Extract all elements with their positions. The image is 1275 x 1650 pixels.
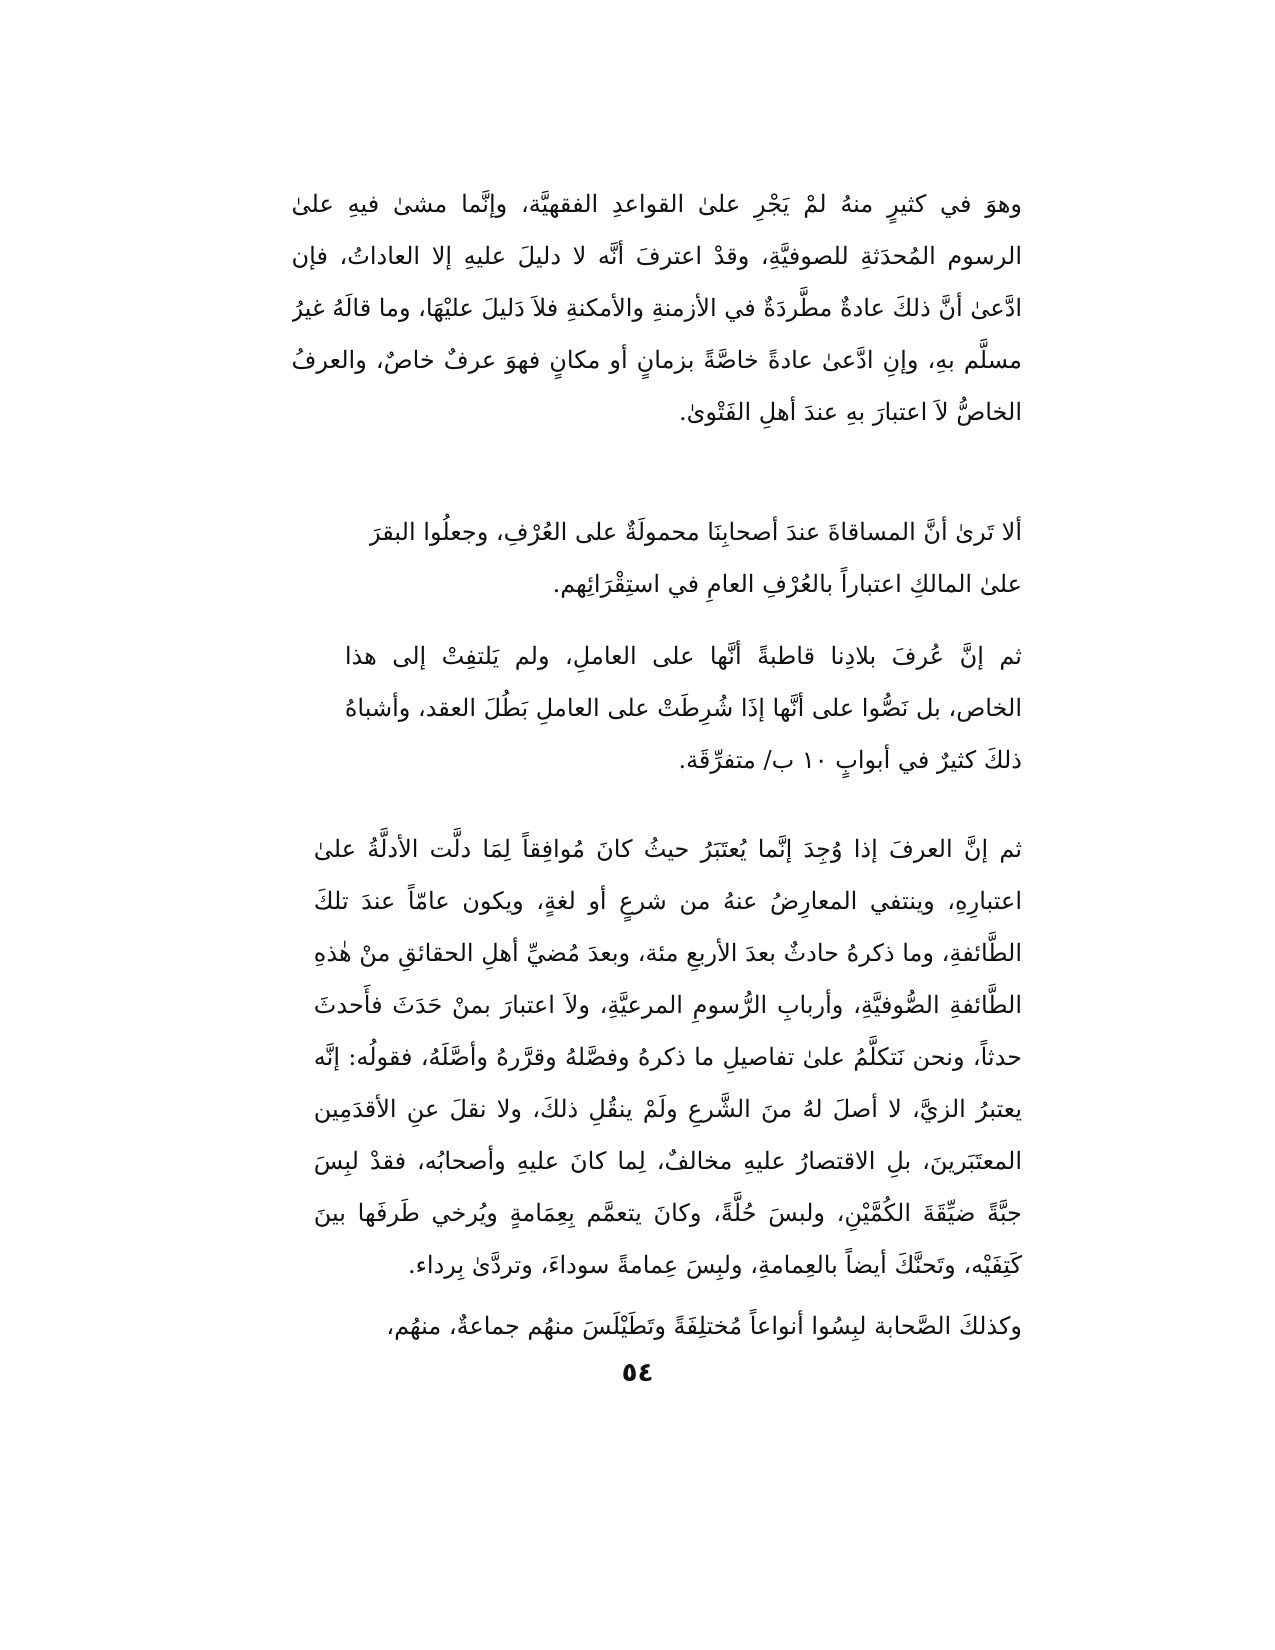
text-line: كَتِفَيْه، وتَحنَّكَ أيضاً بالعِمامةِ، ولبِسَ عِمامةً سوداءَ، وتردَّىٰ بِرداء. [408,1251,1022,1279]
paragraph-3 [345,630,1022,786]
text-line: يعتبرُ الزيَّ، لا أصلَ لهُ منَ الشَّرعِ ولَمْ ينقُلِ ذلكَ، ولا نقلَ عنِ الأقدَمِين [313,1095,1022,1123]
text-line: الخاصُّ لاَ اعتبارَ بهِ عندَ أهلِ الفَتْوىٰ. [678,398,1022,426]
text-line: ثم إنَّ عُرفَ بلادِنا قاطبةً أنَّها على العاملِ، ولم يَلتفِتْ إلى هذا [344,642,1022,670]
paragraph-2 [369,506,1022,610]
text-line: ألا تَرىٰ أنَّ المساقاةَ عندَ أصحابِنَا محمولَةٌ على العُرْفِ، وجعلُوا البقرَ [369,518,1022,546]
text-line: الرسوم المُحدَثةِ للصوفيَّةِ، وقدْ اعترفَ أنَّه لا دليلَ عليهِ إلا العاداتُ، فإن [291,242,1022,270]
text-line: جبَّةً ضيِّقَةَ الكُمَّيْنِ، ولبسَ حُلَّةً، وكانَ يتعمَّم بِعِمَامةٍ ويُرخي طَرفَها بينَ [313,1199,1022,1227]
paragraph-4 [314,823,1022,1291]
text-line: وكذلكَ الصَّحابة لبِسُوا أنواعاً مُختلِفَةً وتَطَيْلَسَ منهُم جماعةٌ، منهُم، [386,1312,1022,1340]
text-line: الطَّائفةِ الصُّوفيَّةِ، وأربابِ الرُّسومِ المرعيَّةِ، ولاَ اعتبارَ بمنْ حَدَثَ فأَحدثَ [313,991,1022,1019]
paragraph-1 [292,178,1022,438]
paragraph-5 [386,1300,1022,1352]
text-line: ثم إنَّ العرفَ إذا وُجِدَ إنَّما يُعتَبَرُ حيثُ كانَ مُوافِقاً لِمَا دلَّت الأدلَّةُ علىٰ [313,835,1022,863]
text-line: مسلَّم بهِ، وإنِ ادَّعىٰ عادةً خاصَّةً بزمانٍ أو مكانٍ فهوَ عرفٌ خاصٌ، والعرفُ [291,346,1022,374]
page-number: ٥٤ [621,1358,654,1388]
text-line: ادَّعىٰ أنَّ ذلكَ عادةٌ مطَّردَةٌ في الأزمنةِ والأمكنةِ فلاَ دَليلَ عليْهَا، وما قالَهُ غيرُ [291,294,1022,322]
text-line: الطَّائفةِ، وما ذكرهُ حادثٌ بعدَ الأربعِ مئة، وبعدَ مُضيِّ أهلِ الحقائقِ منْ هٰذهِ [313,939,1022,967]
text-line: حدثاً، ونحن نَتكلَّمُ علىٰ تفاصيلِ ما ذكرهُ وفصَّلهُ وقرَّرهُ وأصَّلَهُ، فقولُه: إنَّه [313,1043,1022,1071]
text-line: ذلكَ كثيرٌ في أبوابٍ ١٠ ب/ متفرِّقَة. [678,746,1022,774]
text-line: وهوَ في كثيرٍ منهُ لمْ يَجْرِ علىٰ القواعدِ الفقهيَّة، وإنَّما مشىٰ فيهِ علىٰ [291,190,1022,218]
text-line: المعتَبَرينَ، بلِ الاقتصارُ عليهِ مخالفٌ، لِما كانَ عليهِ وأصحابُه، فقدْ لبِسَ [313,1147,1022,1175]
text-line: علىٰ المالكِ اعتباراً بالعُرْفِ العامِ في استِقْرَائِهم. [552,570,1022,598]
text-line: اعتبارِهِ، وينتفي المعارِضُ عنهُ من شرعٍ أو لغةٍ، ويكون عامّاً عندَ تلكَ [313,887,1022,915]
text-line: الخاص، بل نَصُّوا على أنَّها إذَا شُرِطَتْ على العاملِ بَطُلَ العقد، وأشباهُ [344,694,1022,722]
